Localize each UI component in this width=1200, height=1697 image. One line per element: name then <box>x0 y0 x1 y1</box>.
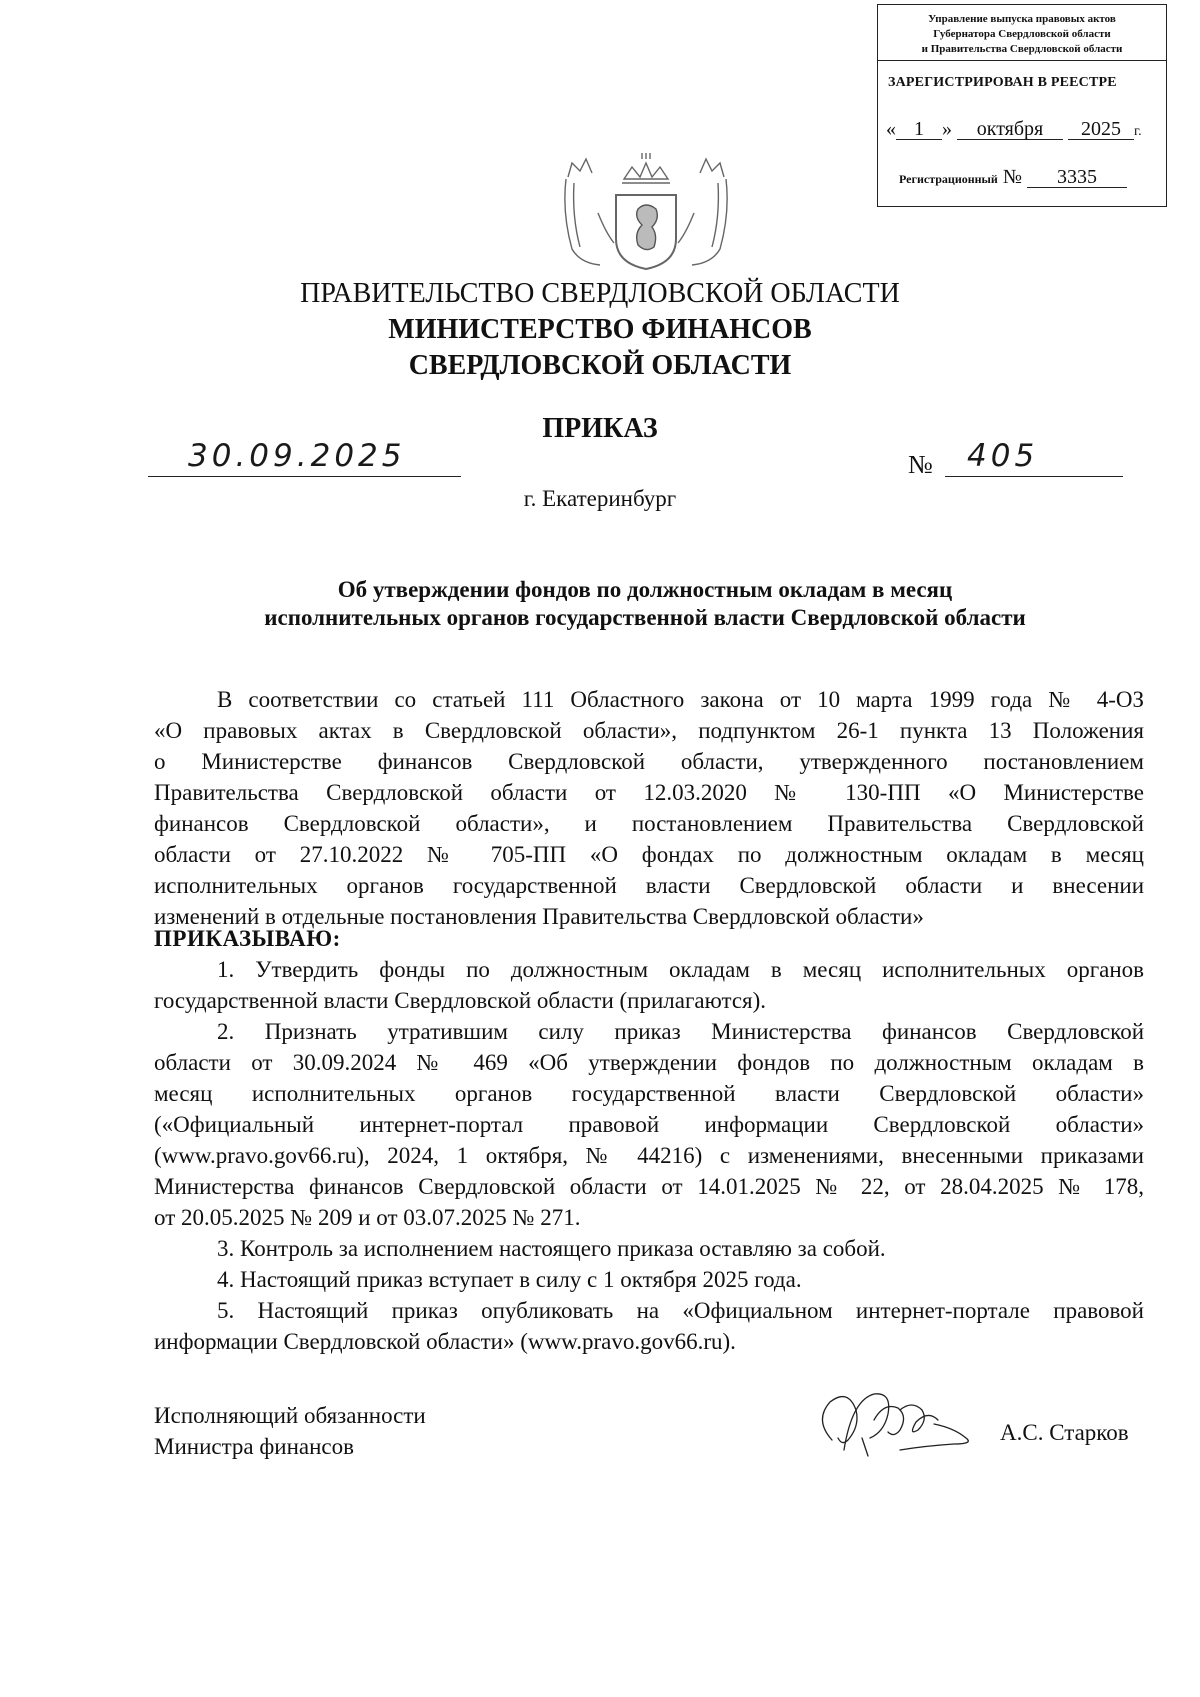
item-3: 3. Контроль за исполнением настоящего приказа оставляю за собой. <box>217 1236 886 1261</box>
order-title-line2: исполнительных органов государственной власти Свердловской области <box>264 605 1026 630</box>
item-1-line: государственной власти Свердловской области (прилагаются). <box>154 988 767 1013</box>
order-number-field <box>945 438 1123 477</box>
stamp-registered-text: ЗАРЕГИСТРИРОВАН В РЕЕСТРЕ <box>888 75 1117 90</box>
stamp-year-suffix: г. <box>1134 124 1142 139</box>
item-2-line: области от 30.09.2024 № 469 «Об утверждении фондов по должностным окладам в <box>154 1050 1144 1075</box>
ministry-title-line1: МИНИСТЕРСТВО ФИНАНСОВ <box>388 314 812 345</box>
stamp-year: 2025 <box>1068 119 1134 140</box>
stamp-header-line: и Правительства Свердловской области <box>921 43 1123 55</box>
stamp-open-quote: « <box>886 118 896 140</box>
registration-stamp <box>877 4 1167 207</box>
order-number-sign: № <box>908 450 933 479</box>
item-5-line: 5. Настоящий приказ опубликовать на «Официальном интернет-портале правовой <box>217 1298 1144 1323</box>
preamble-line: В соответствии со статьей 111 Областного закона от 10 марта 1999 года № 4-ОЗ <box>217 687 1144 712</box>
stamp-no-sign: № <box>1002 166 1022 188</box>
item-2-line: Министерства финансов Свердловской области от 14.01.2025 № 22, от 28.04.2025 № 178, <box>154 1174 1144 1199</box>
order-number-handwritten: 405 <box>967 438 1039 474</box>
signatory-position-line2: Министра финансов <box>154 1434 354 1459</box>
ministry-title-line2: СВЕРДЛОВСКОЙ ОБЛАСТИ <box>408 350 792 381</box>
preamble-line: Правительства Свердловской области от 12.03.2020 № 130-ПП «О Министерстве <box>154 780 1144 805</box>
order-title-line1: Об утверждении фондов по должностным окладам в месяц <box>337 577 953 602</box>
coat-of-arms-icon <box>558 153 734 273</box>
stamp-reg-label: Регистрационный <box>899 172 998 186</box>
order-word: ПРИКАЗЫВАЮ: <box>154 926 341 951</box>
order-date-handwritten: 30.09.2025 <box>188 438 406 474</box>
item-4: 4. Настоящий приказ вступает в силу с 1 октября 2025 года. <box>217 1267 802 1292</box>
stamp-reg-value: 3335 <box>1027 167 1127 188</box>
stamp-day: 1 <box>896 119 942 140</box>
signatory-position-line1: Исполняющий обязанности <box>154 1403 426 1428</box>
item-2-line: (www.pravo.gov66.ru), 2024, 1 октября, № 44216) с изменениями, внесенными приказами <box>154 1143 1144 1168</box>
stamp-header <box>878 5 1166 61</box>
stamp-header-line: Управление выпуска правовых актов <box>928 13 1116 25</box>
preamble-line: «О правовых актах в Свердловской области», подпунктом 26-1 пункта 13 Положения <box>154 718 1144 743</box>
stamp-header-line: Губернатора Свердловской области <box>933 28 1111 40</box>
item-5-line: информации Свердловской области» (www.pravo.gov66.ru). <box>154 1329 736 1354</box>
item-2-line: от 20.05.2025 № 209 и от 03.07.2025 № 271. <box>154 1205 581 1230</box>
handwritten-signature-icon <box>804 1380 984 1460</box>
stamp-date <box>886 118 1142 141</box>
item-2-line: («Официальный интернет-портал правовой информации Свердловской области» <box>154 1112 1144 1137</box>
government-title: ПРАВИТЕЛЬСТВО СВЕРДЛОВСКОЙ ОБЛАСТИ <box>300 278 900 309</box>
signatory-name: А.С. Старков <box>1000 1420 1129 1445</box>
preamble-line: о Министерстве финансов Свердловской области, утвержденного постановлением <box>154 749 1144 774</box>
item-2-line: 2. Признать утратившим силу приказ Министерства финансов Свердловской <box>217 1019 1144 1044</box>
item-2-line: месяц исполнительных органов государственной власти Свердловской области» <box>154 1081 1144 1106</box>
city: г. Екатеринбург <box>523 486 677 511</box>
preamble-line: финансов Свердловской области», и постановлением Правительства Свердловской <box>154 811 1144 836</box>
stamp-close-quote: » <box>942 118 952 140</box>
stamp-month: октября <box>957 119 1063 140</box>
preamble-line: исполнительных органов государственной власти Свердловской области и внесении <box>154 873 1144 898</box>
stamp-reg-number <box>899 166 1127 189</box>
item-1-line: 1. Утвердить фонды по должностным окладам в месяц исполнительных органов <box>217 957 1144 982</box>
document-type: ПРИКАЗ <box>542 413 658 444</box>
order-date-field <box>148 438 461 477</box>
preamble-line: области от 27.10.2022 № 705-ПП «О фондах по должностным окладам в месяц <box>154 842 1144 867</box>
preamble-line: изменений в отдельные постановления Правительства Свердловской области» <box>154 904 924 929</box>
